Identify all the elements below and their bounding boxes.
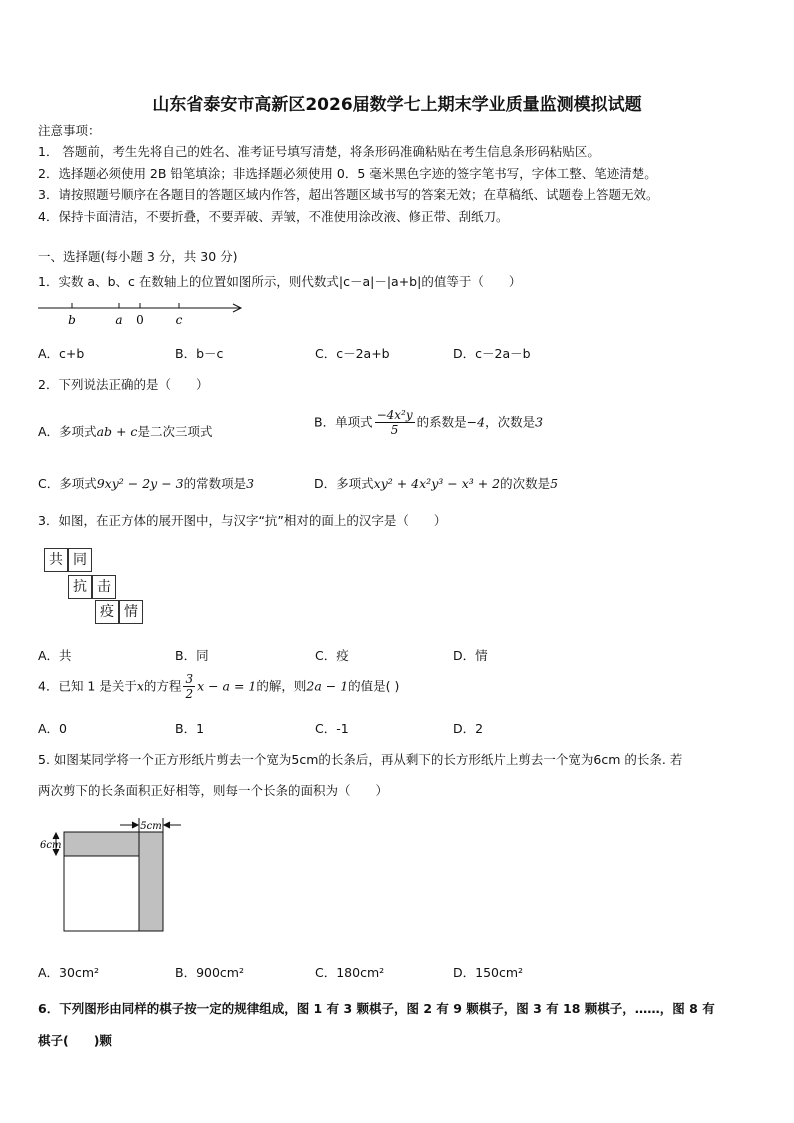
q4-numerator: 3 [185, 672, 194, 686]
q5-option-d: D．150cm² [453, 965, 524, 980]
number-line [36, 298, 248, 328]
q2-b-degree: 3 [535, 414, 544, 430]
q2-c-expr: 9xy² − 2y − 3 [96, 476, 184, 491]
q2-option-d [314, 474, 558, 492]
q2-d-expr: xy² + 4x²y³ − x³ + 2 [373, 476, 501, 491]
q5-option-b: B．900cm² [175, 965, 244, 980]
q3-option-d: D．情 [453, 648, 488, 663]
q5-option-c: C．180cm² [315, 965, 385, 980]
q2-option-b [314, 408, 543, 438]
q2-option-a [38, 422, 212, 440]
q1-option-b: B．b－c [175, 346, 224, 361]
q4-option-a: A．0 [38, 721, 68, 736]
q4-stem [38, 672, 399, 702]
label-5cm: 5cm [140, 821, 162, 832]
q4-equation: x − a = 1 [197, 678, 257, 694]
q4-prefix: 4．已知 1 是关于 [38, 678, 137, 694]
q3-stem: 3．如图，在正方体的展开图中，与汉字“抗”相对的面上的汉字是（ ） [38, 513, 447, 528]
q2-b-coef: −4 [466, 414, 486, 430]
number-line-label-a: a [115, 313, 123, 327]
q4-mid: 的方程 [143, 678, 182, 694]
notice-item-4: 4．保持卡面清洁，不要折叠，不要弄破、弄皱，不准使用涂改液、修正带、刮纸刀。 [38, 209, 509, 224]
section-heading: 一、选择题(每小题 3 分，共 30 分) [38, 249, 238, 264]
q1-option-c: C．c－2a+b [315, 346, 390, 361]
q2-b-suffix: 的系数是 [416, 414, 467, 430]
q2-c-prefix: C．多项式 [38, 476, 97, 491]
q4-fraction [183, 672, 195, 702]
q4-option-b: B．1 [175, 721, 205, 736]
notice-item-1: 1． 答题前，考生先将自己的姓名、准考证号填写清楚，将条形码准确粘贴在考生信息条形码粘贴区。 [38, 144, 600, 159]
page-title: 山东省泰安市高新区2026届数学七上期末学业质量监测模拟试题 [152, 95, 642, 115]
q1-option-a: A．c+b [38, 346, 85, 361]
q4-option-c: C．-1 [315, 721, 349, 736]
q4-denominator: 2 [185, 687, 194, 702]
q2-b-numerator: −4x²y [376, 408, 413, 422]
q4-expr: 2a − 1 [306, 678, 349, 694]
q6-line-1: 6．下列图形由同样的棋子按一定的规律组成，图 1 有 3 颗棋子，图 2 有 9 颗棋子，图 3 有 18 颗棋子，……，图 8 有 [38, 1001, 715, 1016]
number-line-label-b: b [68, 313, 76, 327]
notice-item-2: 2．选择题必须使用 2B 铅笔填涂；非选择题必须使用 0．5 毫米黑色字迹的签字笔书写，字体工整、笔迹清楚。 [38, 166, 657, 181]
paper-strip-figure [36, 815, 186, 937]
q2-b-suffix2: ，次数是 [485, 414, 536, 430]
label-6cm: 6cm [40, 840, 62, 851]
cube-face-yi: 疫 [95, 600, 119, 624]
q2-c-value: 3 [246, 476, 255, 491]
q4-option-d: D．2 [453, 721, 484, 736]
cube-face-qing: 情 [119, 600, 143, 624]
cube-face-kang: 抗 [68, 575, 92, 599]
q2-stem: 2．下列说法正确的是（ ） [38, 377, 209, 392]
q2-b-denominator: 5 [390, 423, 399, 438]
q2-d-prefix: D．多项式 [314, 476, 374, 491]
q4-post: 的解，则 [256, 678, 307, 694]
q4-post2: 的值是( ) [348, 678, 400, 694]
number-line-label-zero: 0 [136, 313, 144, 327]
q2-a-suffix: 是二次三项式 [137, 424, 213, 439]
q2-b-prefix: B．单项式 [314, 414, 373, 430]
q3-option-a: A．共 [38, 648, 72, 663]
q5-line-1: 5. 如图某同学将一个正方形纸片剪去一个宽为5cm的长条后，再从剩下的长方形纸片上剪去一个宽为6cm 的长条. 若 [38, 752, 683, 767]
q2-d-value: 5 [550, 476, 559, 491]
q2-a-expr: ab + c [96, 424, 138, 439]
q2-c-suffix: 的常数项是 [183, 476, 247, 491]
q2-b-fraction [375, 408, 415, 438]
q5-option-a: A．30cm² [38, 965, 100, 980]
q1-option-d: D．c－2a－b [453, 346, 531, 361]
q1-stem: 1．实数 a、b、c 在数轴上的位置如图所示，则代数式|c－a|－|a+b|的值等于（ ） [38, 274, 522, 289]
q2-option-c [38, 474, 254, 492]
cube-face-ji: 击 [92, 575, 116, 599]
q5-line-2: 两次剪下的长条面积正好相等，则每一个长条的面积为（ ） [38, 783, 389, 798]
notice-item-3: 3．请按照题号顺序在各题目的答题区域内作答，超出答题区域书写的答案无效；在草稿纸、试题卷上答题无效。 [38, 187, 659, 202]
q2-a-prefix: A．多项式 [38, 424, 97, 439]
notice-heading: 注意事项： [38, 123, 101, 138]
q2-d-suffix: 的次数是 [500, 476, 551, 491]
q6-line-2: 棋子( )颗 [38, 1033, 112, 1048]
q3-option-c: C．疫 [315, 648, 349, 663]
q3-option-b: B．同 [175, 648, 209, 663]
cube-face-tong: 同 [68, 548, 92, 572]
cube-face-gong: 共 [44, 548, 68, 572]
q4-variable: x [136, 678, 144, 694]
number-line-label-c: c [175, 313, 183, 327]
